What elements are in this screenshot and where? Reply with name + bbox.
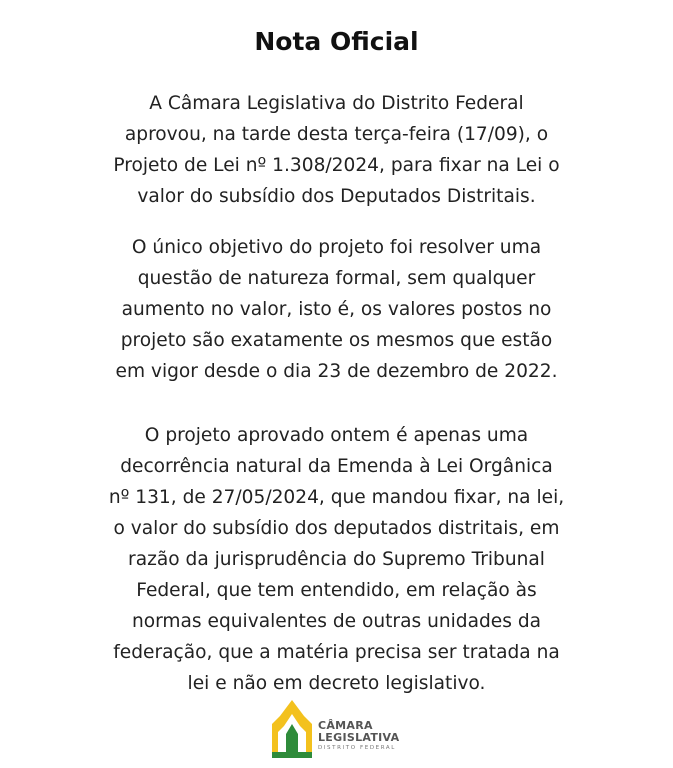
paragraph-objective bbox=[60, 232, 613, 387]
paragraph-line: em vigor desde o dia 23 de dezembro de 2022. bbox=[115, 361, 558, 382]
paragraph-line: O único objetivo do projeto foi resolver uma bbox=[131, 237, 542, 258]
logo-name-line1: CÂMARA bbox=[318, 719, 373, 732]
paragraph-line: lei e não em decreto legislativo. bbox=[187, 673, 486, 694]
paragraph-line: Projeto de Lei nº 1.308/2024, para fixar na Lei o bbox=[113, 155, 560, 176]
paragraph-line: A Câmara Legislativa do Distrito Federal bbox=[149, 93, 524, 114]
paragraph-justification bbox=[60, 420, 613, 699]
camara-legislativa-logo bbox=[268, 698, 408, 760]
paragraph-line: nº 131, de 27/05/2024, que mandou fixar, na lei, bbox=[108, 487, 565, 508]
page-title: Nota Oficial bbox=[254, 27, 419, 56]
paragraph-line: projeto são exatamente os mesmos que estão bbox=[120, 330, 553, 351]
paragraph-line: aprovou, na tarde desta terça-feira (17/09), o bbox=[124, 124, 549, 145]
paragraph-line: normas equivalentes de outras unidades da bbox=[131, 611, 542, 632]
paragraph-line: O projeto aprovado ontem é apenas uma bbox=[144, 425, 529, 446]
logo-subtitle: DISTRITO FEDERAL bbox=[318, 745, 396, 751]
paragraph-line: valor do subsídio dos Deputados Distritais. bbox=[137, 186, 536, 207]
paragraph-line: aumento no valor, isto é, os valores postos no bbox=[121, 299, 552, 320]
camara-legislativa-logo-icon bbox=[268, 698, 316, 760]
logo-name-line2: LEGISLATIVA bbox=[318, 731, 400, 744]
paragraph-line: razão da jurisprudência do Supremo Tribunal bbox=[128, 549, 545, 570]
paragraph-line: questão de natureza formal, sem qualquer bbox=[137, 268, 536, 289]
logo-text bbox=[318, 720, 408, 753]
paragraph-line: Federal, que tem entendido, em relação às bbox=[136, 580, 537, 601]
paragraph-line: decorrência natural da Emenda à Lei Orgânica bbox=[120, 456, 553, 477]
paragraph-line: federação, que a matéria precisa ser tratada na bbox=[113, 642, 560, 663]
paragraph-approval bbox=[60, 88, 613, 212]
paragraph-line: o valor do subsídio dos deputados distritais, em bbox=[113, 518, 560, 539]
